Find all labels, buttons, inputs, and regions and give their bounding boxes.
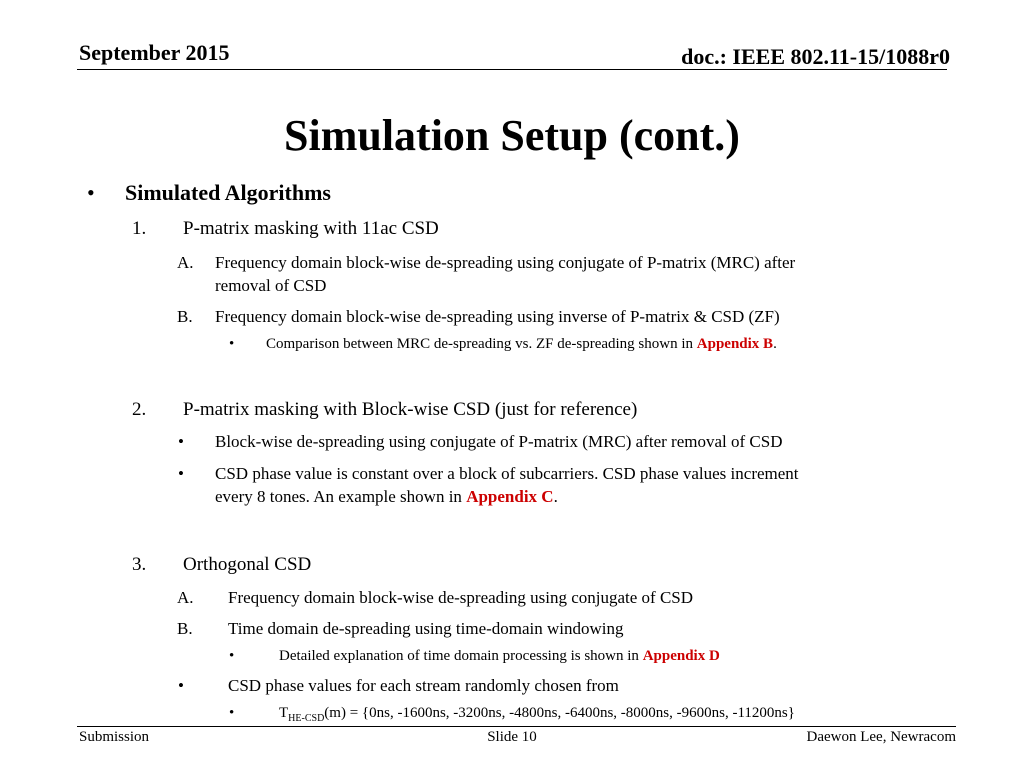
bullet: • — [178, 432, 184, 451]
bullet: • — [229, 336, 235, 352]
formula-values: (m) = {0ns, -1600ns, -3200ns, -4800ns, -6400ns, -8000ns, -9600ns, -11200ns} — [324, 705, 795, 721]
sub-item-text: Frequency domain block-wise de-spreading using inverse of P-matrix & CSD (ZF) — [215, 307, 780, 326]
sub-item-mark: B. — [177, 619, 193, 638]
appendix-d-link[interactable]: Appendix D — [642, 648, 720, 664]
sub-item-text: Time domain de-spreading using time-domain windowing — [228, 619, 624, 638]
footer-submission: Submission — [79, 729, 150, 745]
header-doc-id: doc.: IEEE 802.11-15/1088r0 — [681, 44, 950, 69]
bullet: • — [229, 648, 235, 664]
bullet: • — [229, 705, 235, 721]
item-text: P-matrix masking with 11ac CSD — [183, 218, 439, 239]
sub-item-text: Frequency domain block-wise de-spreading using conjugate of P-matrix (MRC) after — [215, 253, 796, 272]
footer-author: Daewon Lee, Newracom — [806, 729, 956, 745]
period: . — [553, 487, 558, 506]
footer-divider — [77, 726, 956, 727]
appendix-c-link[interactable]: Appendix C — [466, 487, 554, 506]
sub-sub-item-text: Detailed explanation of time domain processing is shown in — [279, 648, 643, 664]
bullet: • — [87, 180, 95, 205]
header-divider — [77, 69, 947, 70]
sub-item-text: Frequency domain block-wise de-spreading using conjugate of CSD — [228, 588, 694, 607]
item-number: 2. — [132, 399, 147, 420]
period: . — [773, 336, 777, 352]
sub-item-text: every 8 tones. An example shown in — [215, 487, 467, 506]
sub-item-text: Block-wise de-spreading using conjugate of P-matrix (MRC) after removal of CSD — [215, 432, 783, 451]
formula-symbol: T — [279, 705, 289, 721]
formula-subscript: HE-CSD — [288, 713, 325, 724]
item-number: 1. — [132, 218, 147, 239]
item-number: 3. — [132, 554, 147, 575]
bullet: • — [178, 676, 184, 695]
sub-item-text: CSD phase value is constant over a block of subcarriers. CSD phase values increment — [215, 464, 799, 483]
bullet: • — [178, 464, 184, 483]
sub-item-mark: B. — [177, 307, 193, 326]
sub-sub-item-text: Comparison between MRC de-spreading vs. ZF de-spreading shown in — [266, 336, 697, 352]
sub-item-text: removal of CSD — [215, 276, 327, 295]
sub-item-text: CSD phase values for each stream randomly chosen from — [228, 676, 619, 695]
slide-title: Simulation Setup (cont.) — [284, 111, 740, 160]
section-heading: Simulated Algorithms — [125, 180, 331, 205]
footer-slide-number: Slide 10 — [487, 729, 537, 745]
item-text: P-matrix masking with Block-wise CSD (just for reference) — [183, 399, 638, 420]
sub-item-mark: A. — [177, 588, 194, 607]
appendix-b-link[interactable]: Appendix B — [696, 336, 774, 352]
sub-item-mark: A. — [177, 253, 194, 272]
item-text: Orthogonal CSD — [183, 554, 312, 575]
header-date: September 2015 — [79, 40, 230, 65]
